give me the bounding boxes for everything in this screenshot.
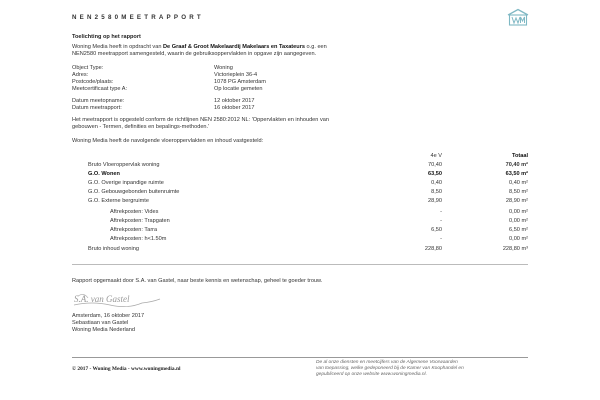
guideline-line-2: gebouwen - Termen, definities en bepalings-methoden.' bbox=[72, 124, 210, 130]
row-label: Aftrekposten: Tarra bbox=[110, 227, 158, 233]
signature-script: S.A. van Gastel bbox=[74, 294, 130, 304]
areas-intro: Woning Media heeft de navolgende vloeroppervlakten en inhoud vastgesteld: bbox=[72, 138, 264, 144]
row-label: G.O. Gebouwgebonden buitenruimte bbox=[88, 189, 180, 195]
row-floor-value: 70,40 bbox=[428, 162, 442, 168]
certificate-value: Op locatie gemeten bbox=[214, 86, 263, 92]
row-floor-value: - bbox=[440, 218, 442, 224]
row-floor-value: 8,50 bbox=[431, 189, 442, 195]
table-row bbox=[88, 189, 528, 197]
certificate-label: Meetcertificaat type A: bbox=[72, 86, 128, 92]
footer-disclaimer bbox=[316, 360, 464, 379]
postcode-label: Postcode/plaats: bbox=[72, 79, 114, 85]
report-date-value: 16 oktober 2017 bbox=[214, 105, 255, 111]
signature-image bbox=[72, 290, 164, 310]
col-header-total: Totaal bbox=[511, 153, 528, 159]
table-row bbox=[88, 180, 528, 188]
row-total-value: 6,50 m² bbox=[509, 227, 528, 233]
intro-suffix: o.g. een bbox=[305, 44, 327, 50]
signoff-name: Sebastiaan van Gastel bbox=[72, 320, 129, 326]
closing-statement: Rapport opgemaakt door S.A. van Gastel, naar beste kennis en wetenschap, geheel te goeder trouw. bbox=[72, 278, 323, 284]
postcode-value: 1078 PG Amsterdam bbox=[214, 79, 266, 85]
address-value: Victorieplein 36-4 bbox=[214, 72, 258, 78]
row-label: Aftrekposten: h<1.50m bbox=[110, 236, 167, 242]
footer-divider bbox=[72, 357, 528, 358]
table-row bbox=[88, 198, 528, 206]
table-row bbox=[88, 218, 528, 226]
row-total-value: 28,90 m² bbox=[505, 198, 528, 204]
row-total-value: 8,50 m² bbox=[509, 189, 528, 195]
guideline-line-1: Het meetrapport is opgesteld conform de richtlijnen NEN 2580:2012 NL: 'Oppervlakten en inhouden van bbox=[72, 117, 329, 123]
report-title: NEN2580MEETRAPPORT bbox=[72, 14, 204, 21]
footer-disclaimer-line: gepubliceerd op onze website www.woningmedia.nl. bbox=[316, 372, 427, 378]
row-floor-value: 63,50 bbox=[428, 171, 442, 177]
row-total-value: 0,00 m² bbox=[509, 209, 528, 215]
signoff-place-date: Amsterdam, 16 oktober 2017 bbox=[72, 313, 145, 319]
object-type-label: Object Type: bbox=[72, 65, 104, 71]
table-row bbox=[88, 162, 528, 170]
section-title: Toelichting op het rapport bbox=[72, 34, 141, 40]
table-row bbox=[88, 227, 528, 235]
row-total-value: 70,40 m² bbox=[505, 162, 528, 168]
wm-house-logo-icon bbox=[506, 8, 530, 26]
row-label: G.O. Externe bergruimte bbox=[88, 198, 149, 204]
row-total-value: 0,40 m² bbox=[509, 180, 528, 186]
row-total-value: 0,00 m² bbox=[509, 218, 528, 224]
row-floor-value: 28,90 bbox=[428, 198, 442, 204]
row-floor-value: 228,80 bbox=[424, 246, 442, 252]
client-name: De Graaf & Groot Makelaardij Makelaars en Taxateurs bbox=[163, 44, 305, 50]
table-divider bbox=[72, 264, 528, 265]
row-total-value: 0,00 m² bbox=[509, 236, 528, 242]
address-label: Adres: bbox=[72, 72, 89, 78]
row-label: Aftrekposten: Trapgaten bbox=[110, 218, 170, 224]
measure-date-value: 12 oktober 2017 bbox=[214, 98, 255, 104]
footer-copyright: © 2017 - Woning Media - www.woningmedia.nl bbox=[72, 366, 181, 372]
col-header-floor: 4e V bbox=[430, 153, 442, 159]
table-row bbox=[88, 171, 528, 179]
row-label: G.O. Wonen bbox=[88, 171, 120, 177]
footer-disclaimer-line: van toepassing, welke gedeponeerd bij de Kamer van Koophandel en bbox=[316, 366, 464, 372]
table-row bbox=[88, 246, 528, 254]
intro-prefix: Woning Media heeft in opdracht van bbox=[72, 44, 164, 50]
object-type-value: Woning bbox=[214, 65, 233, 71]
row-floor-value: 6,50 bbox=[431, 227, 442, 233]
row-floor-value: - bbox=[440, 209, 442, 215]
report-date-label: Datum meetrapport: bbox=[72, 105, 122, 111]
row-total-value: 63,50 m² bbox=[505, 171, 528, 177]
table-row bbox=[88, 209, 528, 217]
row-label: Aftrekposten: Vides bbox=[110, 209, 159, 215]
row-label: Bruto inhoud woning bbox=[88, 246, 140, 252]
table-row bbox=[88, 236, 528, 244]
row-label: Bruto Vloeroppervlak woning bbox=[88, 162, 160, 168]
footer-disclaimer-line: De al onze diensten en meetcijfers van de Algemene Voorwaarden bbox=[316, 360, 458, 365]
row-floor-value: - bbox=[440, 236, 442, 242]
intro-line-2: NEN2580 meetrapport samengesteld, waarin de gebruiksoppervlakten in opgave zijn aangegeven. bbox=[72, 51, 317, 57]
row-label: G.O. Overige inpandige ruimte bbox=[88, 180, 164, 186]
row-total-value: 228,80 m³ bbox=[502, 246, 528, 252]
signoff-company: Woning Media Nederland bbox=[72, 327, 136, 333]
row-floor-value: 0,40 bbox=[431, 180, 442, 186]
measure-date-label: Datum meetopname: bbox=[72, 98, 125, 104]
table-header bbox=[88, 153, 528, 161]
